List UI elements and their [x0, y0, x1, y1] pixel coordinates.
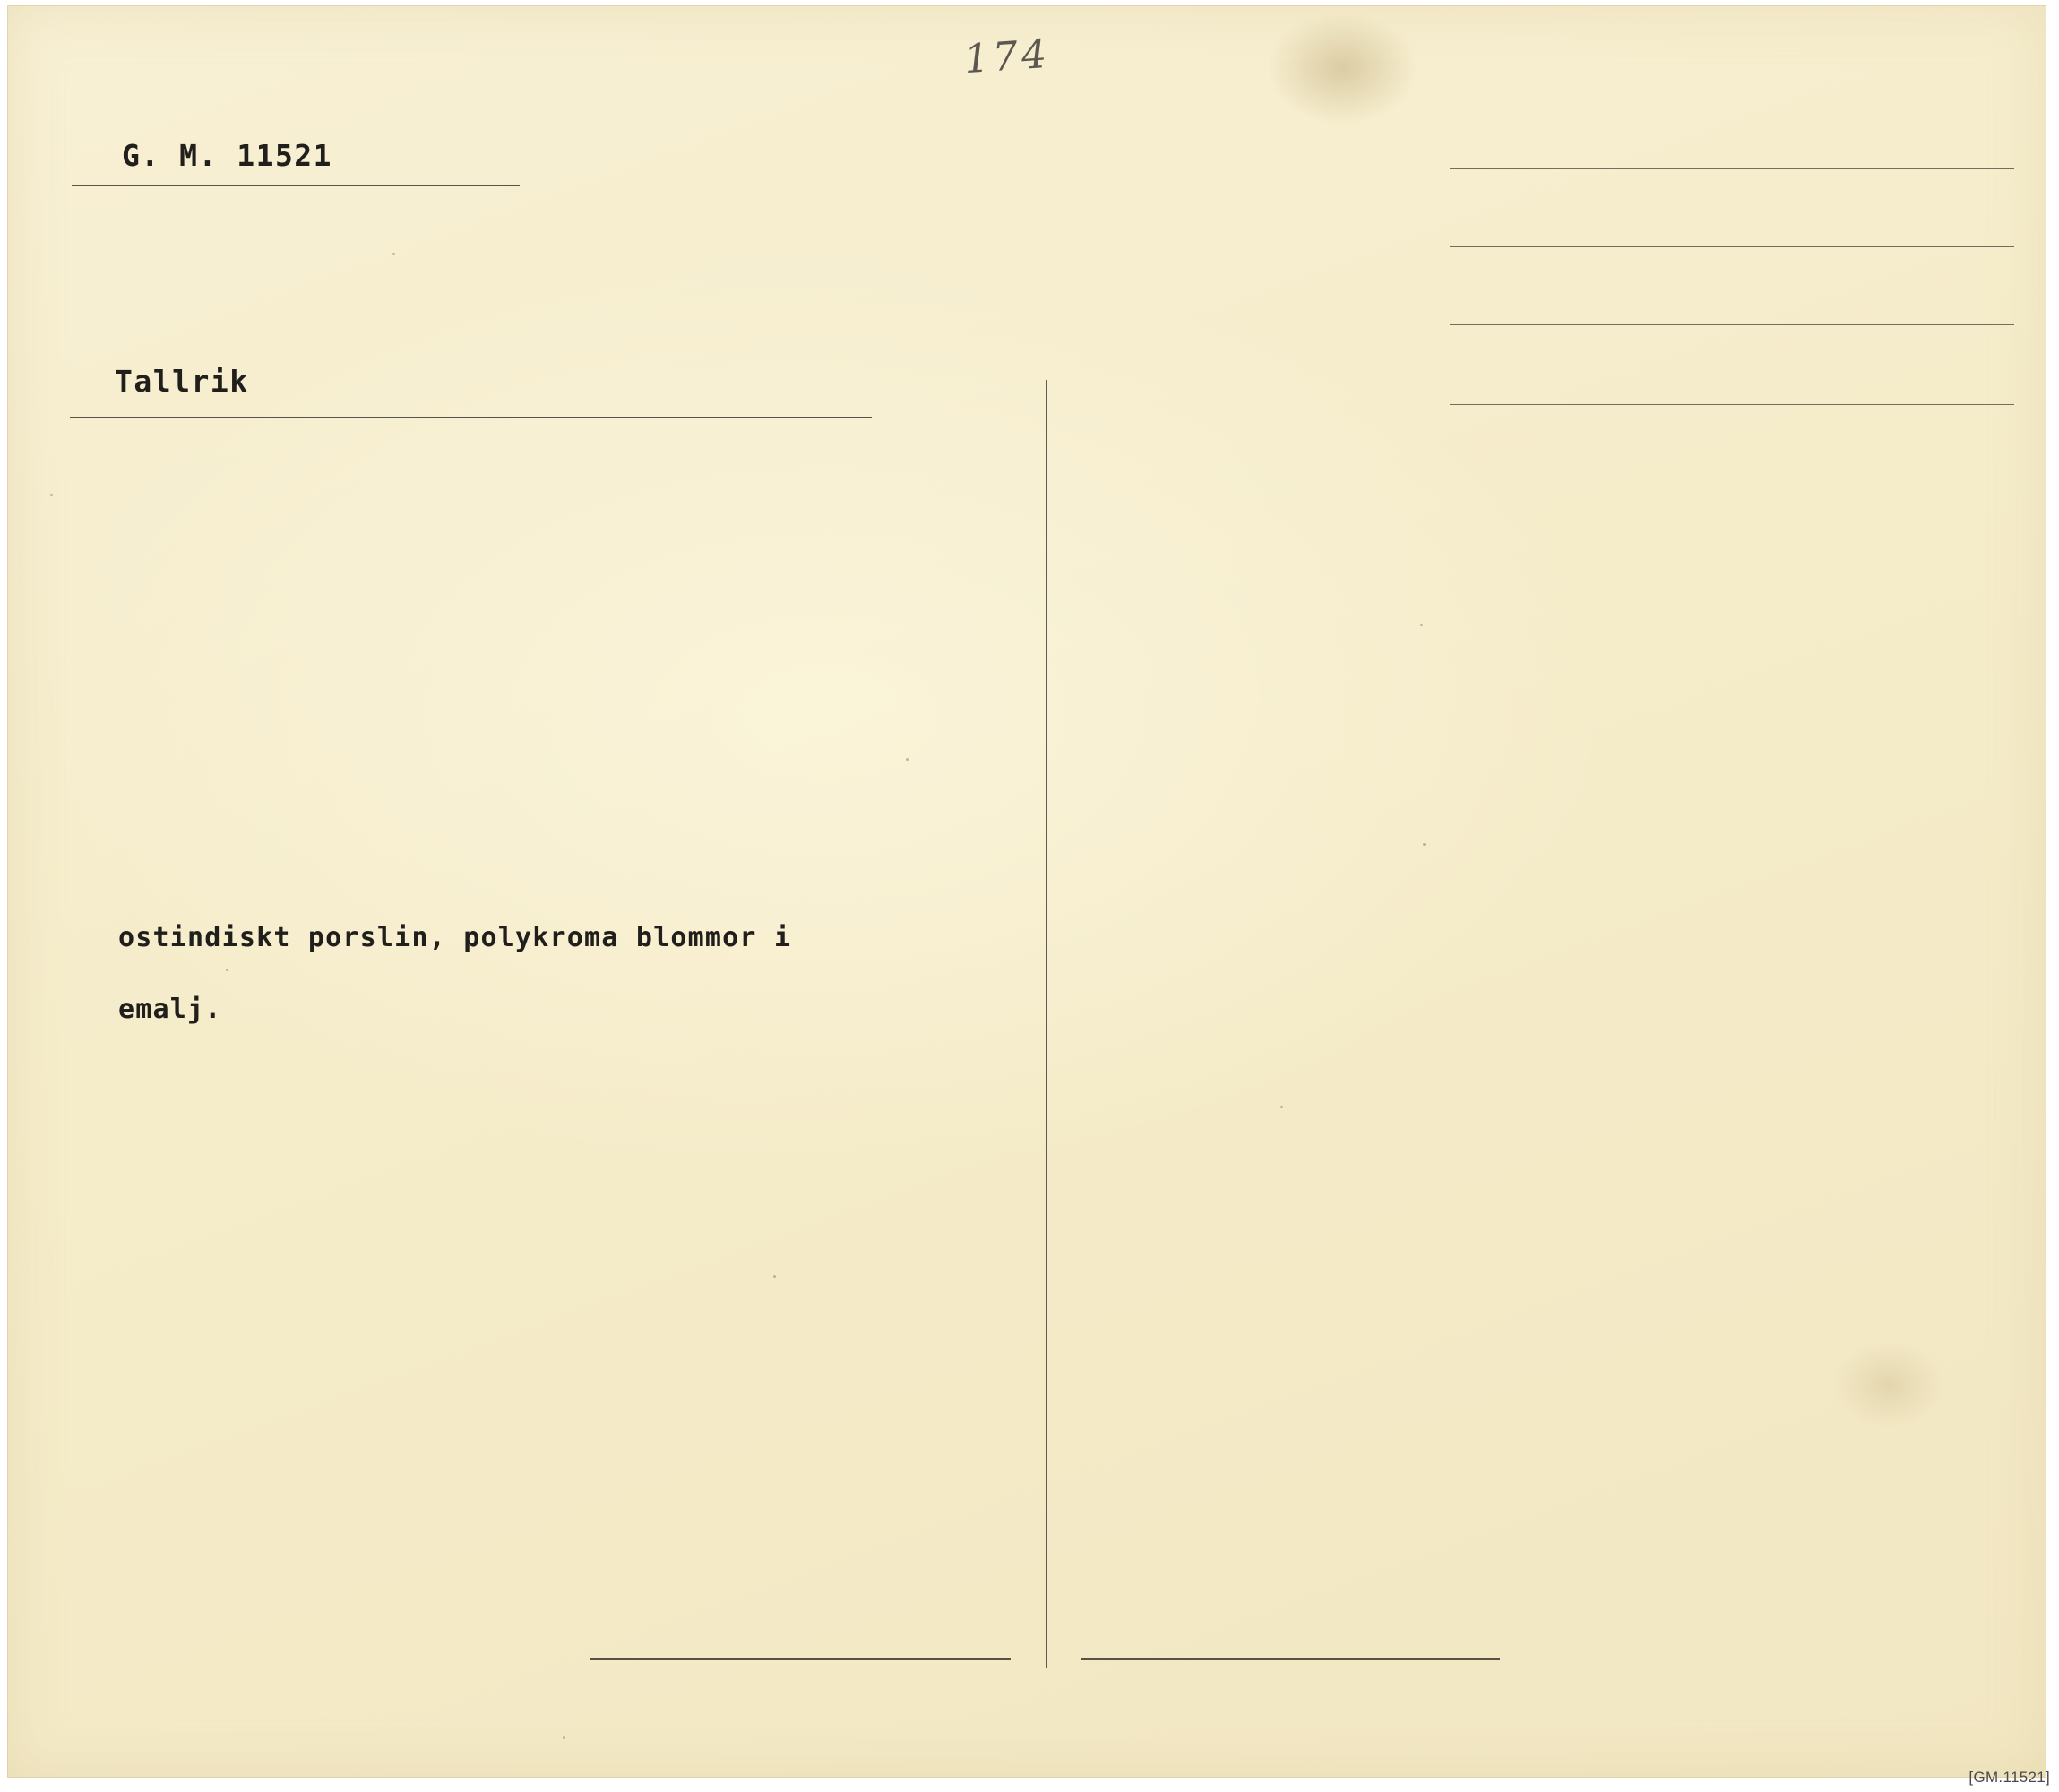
paper-speck [563, 1736, 565, 1739]
rule-bottom-left [590, 1658, 1011, 1660]
description-line-2: emalj. [118, 994, 222, 1025]
rule-under-accession-number [72, 185, 520, 186]
rule-bottom-right [1081, 1658, 1500, 1660]
paper-speck [392, 253, 395, 255]
handwritten-folio-number: 174 [962, 30, 1052, 83]
archive-id-stamp: [GM.11521] [1969, 1769, 2050, 1786]
rule-under-object-title [70, 417, 872, 418]
paper-speck [1423, 843, 1426, 846]
rule-right-1 [1450, 168, 2014, 169]
paper-speck [1280, 1106, 1283, 1108]
paper-speck [773, 1275, 776, 1278]
accession-number: G. M. 11521 [122, 138, 333, 173]
rule-right-4 [1450, 404, 2014, 405]
paper-speck [50, 494, 53, 496]
vertical-divider-rule [1046, 380, 1047, 1668]
rule-right-2 [1450, 246, 2014, 247]
object-title: Tallrik [115, 364, 249, 399]
catalogue-card [7, 5, 2046, 1778]
description-line-1: ostindiskt porslin, polykroma blommor i [118, 922, 792, 953]
rule-right-3 [1450, 324, 2014, 325]
paper-speck [226, 969, 228, 971]
paper-speck [906, 758, 909, 761]
paper-speck [1420, 624, 1423, 626]
